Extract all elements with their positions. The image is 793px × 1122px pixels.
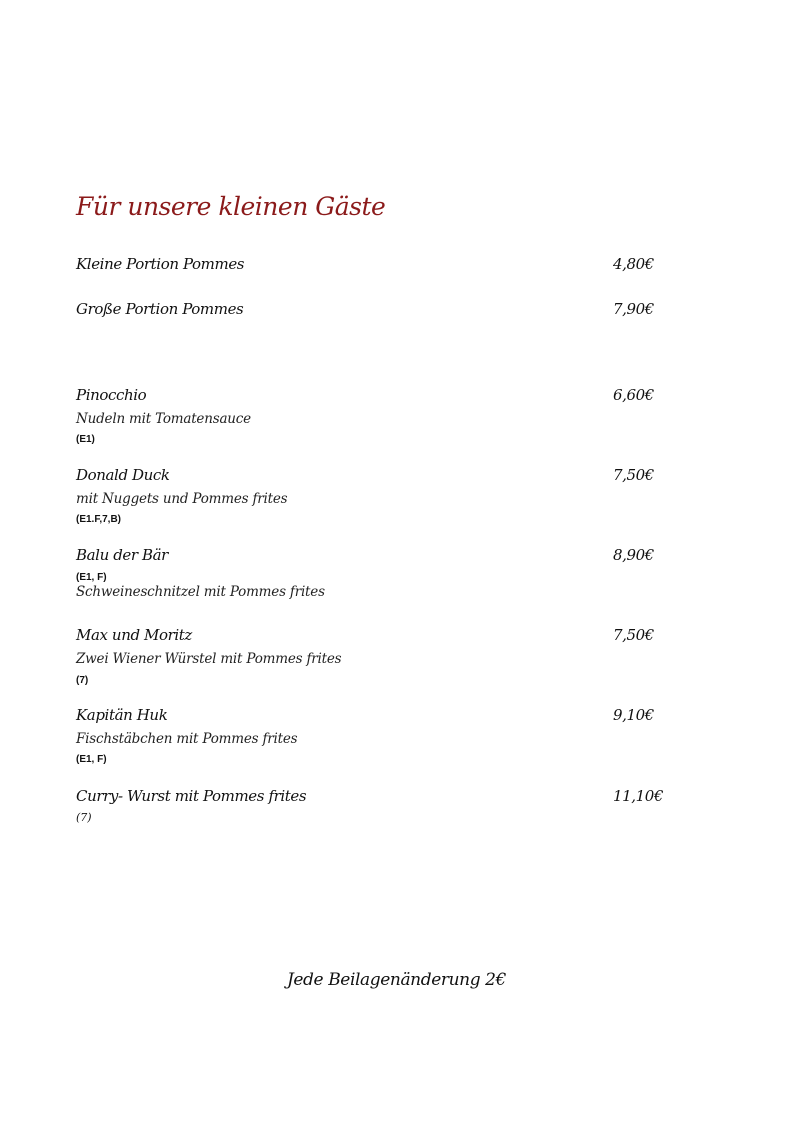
menu-item-price: 4,80€ xyxy=(613,255,654,273)
menu-item-price: 9,10€ xyxy=(613,706,654,724)
menu-item-description: Nudeln mit Tomatensauce xyxy=(76,411,251,427)
menu-item-name: Kapitän Huk xyxy=(76,706,168,724)
menu-item-name: Balu der Bär xyxy=(76,546,168,564)
menu-item-price: 8,90€ xyxy=(613,546,654,564)
side-dish-change-note: Jede Beilagenänderung 2€ xyxy=(286,970,507,990)
menu-item-price: 7,50€ xyxy=(613,466,654,484)
menu-item-allergens: (E1.F,7,B) xyxy=(76,514,122,525)
menu-item-price: 7,90€ xyxy=(613,300,654,318)
menu-item-name: Max und Moritz xyxy=(76,626,192,644)
menu-item-description: Schweineschnitzel mit Pommes frites xyxy=(76,584,325,600)
menu-item-name: Kleine Portion Pommes xyxy=(76,255,245,273)
menu-item-allergens: (7) xyxy=(76,811,92,824)
menu-item-description: Fischstäbchen mit Pommes frites xyxy=(76,731,298,747)
menu-item-name: Curry- Wurst mit Pommes frites xyxy=(76,787,307,805)
menu-item-price: 11,10€ xyxy=(613,787,664,805)
menu-item-price: 6,60€ xyxy=(613,386,654,404)
menu-item-name: Große Portion Pommes xyxy=(76,300,244,318)
menu-item-name: Donald Duck xyxy=(76,466,170,484)
menu-item-allergens: (E1, F) xyxy=(76,572,107,583)
menu-item-name: Pinocchio xyxy=(76,386,147,404)
menu-title: Für unsere kleinen Gäste xyxy=(76,192,386,221)
menu-item-description: Zwei Wiener Würstel mit Pommes frites xyxy=(76,651,342,667)
menu-item-description: mit Nuggets und Pommes frites xyxy=(76,491,288,507)
menu-item-price: 7,50€ xyxy=(613,626,654,644)
menu-item-allergens: (7) xyxy=(76,675,89,686)
menu-item-allergens: (E1) xyxy=(76,434,95,445)
menu-item-allergens: (E1, F) xyxy=(76,754,107,765)
